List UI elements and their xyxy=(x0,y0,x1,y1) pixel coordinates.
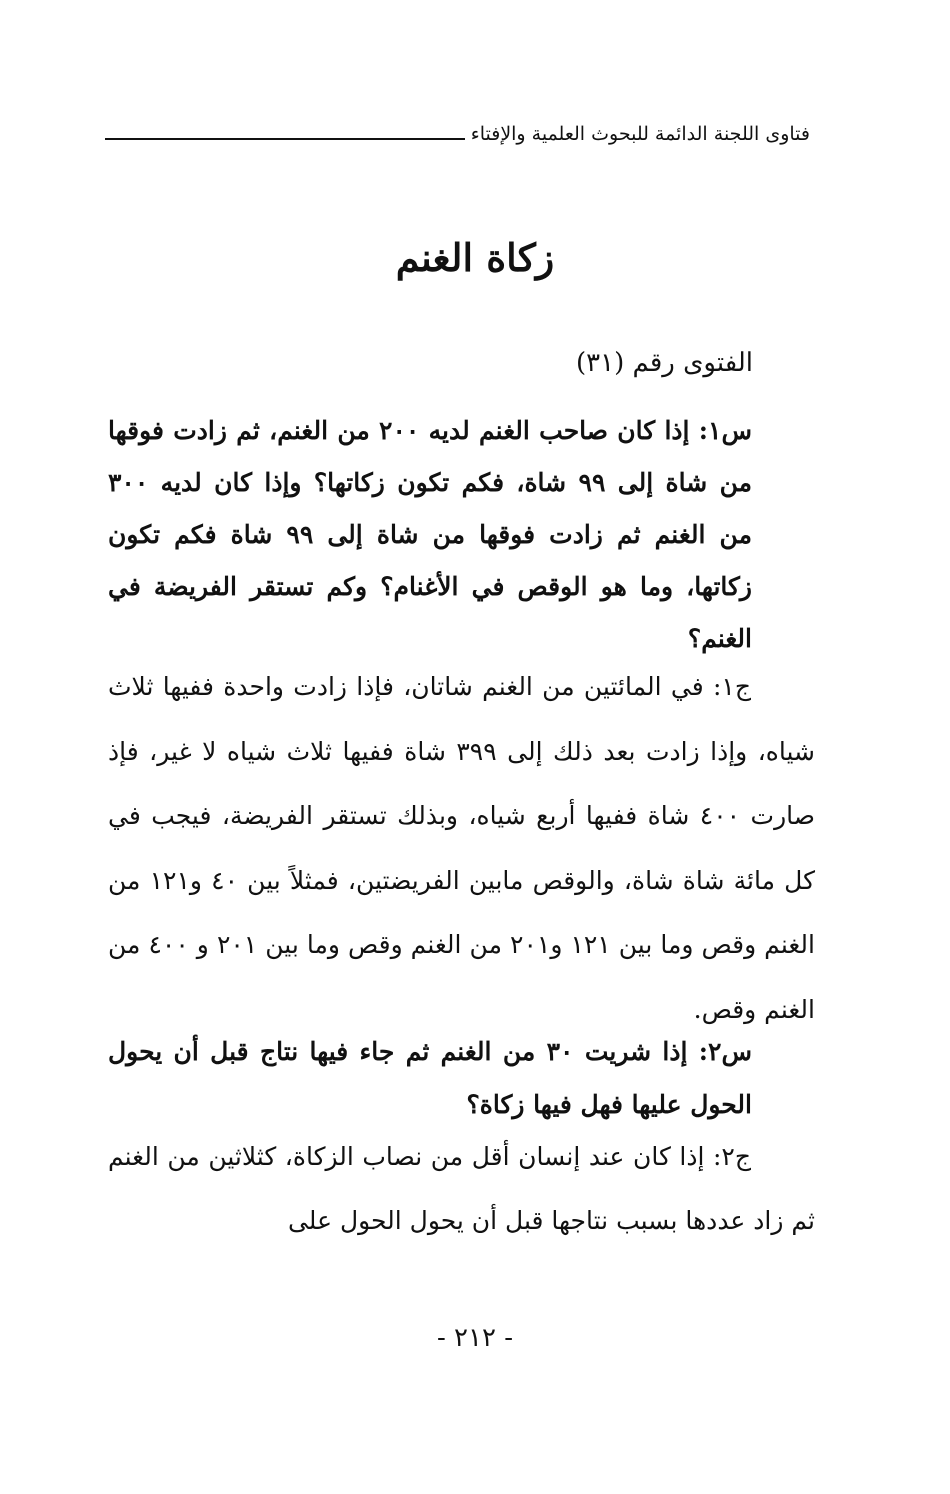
question-2: س٢: إذا شريت ٣٠ من الغنم ثم جاء فيها نتاج قبل أن يحول الحول عليها فهل فيها زكاة؟ xyxy=(108,1037,752,1119)
header-rule xyxy=(105,138,465,140)
fatwa-number: الفتوى رقم (٣١) xyxy=(576,348,753,378)
section-title: زكاة الغنم xyxy=(395,235,555,280)
running-header xyxy=(105,108,810,148)
running-header-title: فتاوى اللجنة الدائمة للبحوث العلمية والإفتاء xyxy=(470,123,810,145)
answer-1: ج١: في المائتين من الغنم شاتان، فإذا زادت واحدة ففيها ثلاث شياه، وإذا زادت بعد ذلك إلى ٣٩٩ شاة ففيها ثلاث شياه لا غير، فإذ صارت ٤٠٠ شاة ففيها أربع شياه، وبذلك تستقر الفريضة، فيجب في كل مائة شاة شاة، والوقص مابين الفريضتين، فمثلاً بين ٤٠ و١٢١ من الغنم وقص وما بين ١٢١ و٢٠١ من الغنم وقص وما بين ٢٠١ و ٤٠٠ من الغنم وقص. xyxy=(108,672,815,1024)
question-1: س١: إذا كان صاحب الغنم لديه ٢٠٠ من الغنم، ثم زادت فوقها من شاة إلى ٩٩ شاة، فكم تكون زكاتها؟ وإذا كان لديه ٣٠٠ من الغنم ثم زادت فوقها من شاة إلى ٩٩ شاة فكم تكون زكاتها، وما هو الوقص في الأغنام؟ وكم تستقر الفريضة في الغنم؟ xyxy=(108,416,752,653)
answer-2: ج٢: إذا كان عند إنسان أقل من نصاب الزكاة، كثلاثين من الغنم ثم زاد عددها بسبب نتاجها قبل أن يحول الحول على xyxy=(108,1142,815,1235)
page-number: - ٢١٢ - xyxy=(436,1323,514,1353)
